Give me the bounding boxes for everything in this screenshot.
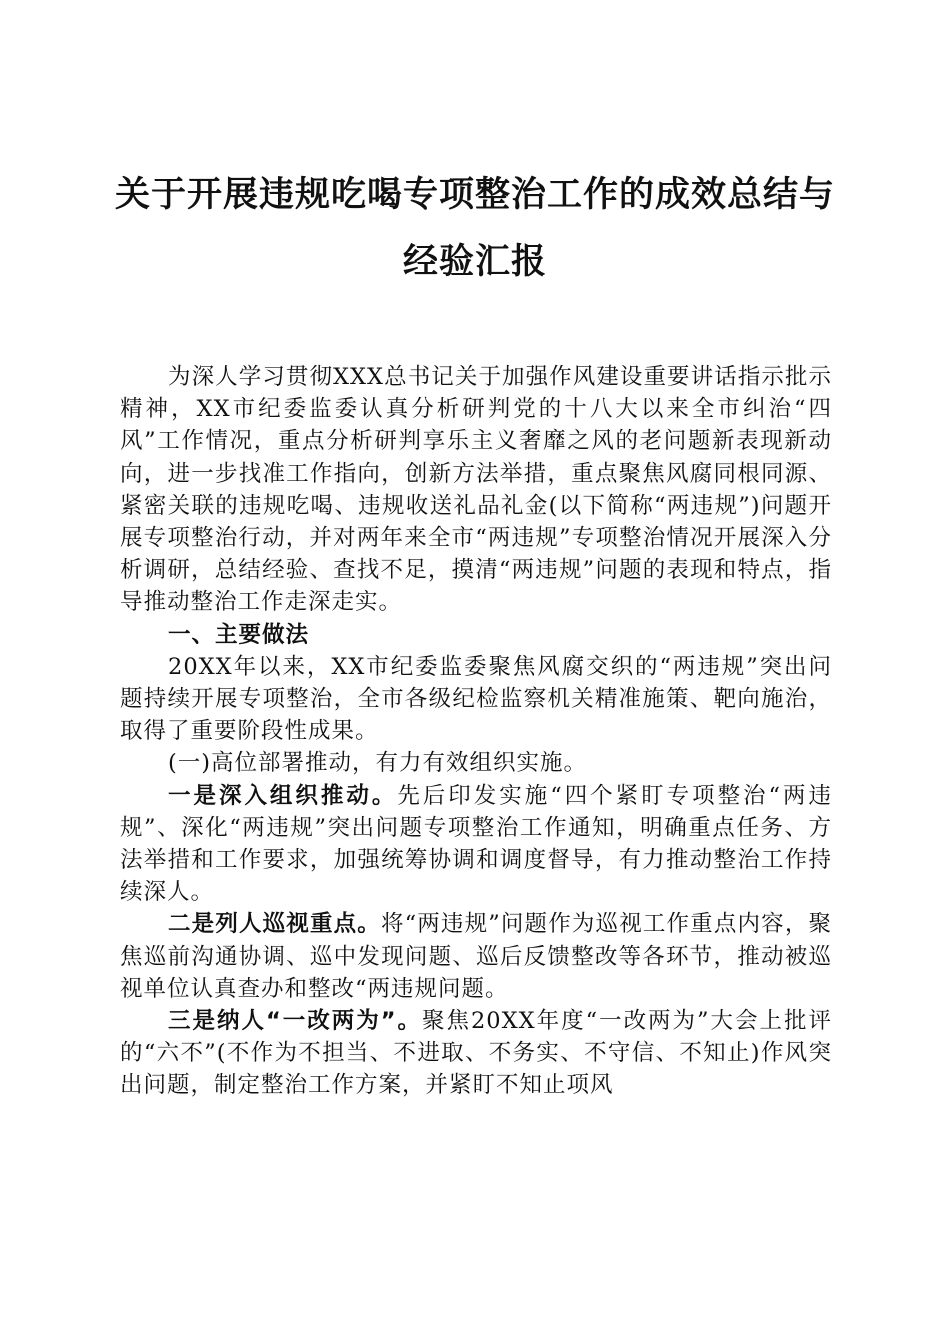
item-lead-2: 二是列人巡视重点。 [168,911,381,938]
item-text-1: 先后印发实施“四个紧盯专项整治“两违规”、深化“两违规”突出问题专项整治工作通知，明确重点任务、方法举措和工作要求，加强统筹协调和调度督导，有力推动整治工作持续深人。 [120,782,832,906]
item-paragraph-1 [120,780,832,909]
subsection-heading: (一)高位部署推动，有力有效组织实施。 [168,750,588,777]
section-paragraph: 20XX年以来，XX市纪委监委聚焦风腐交织的“两违规”突出问题持续开展专项整治，全市各级纪检监察机关精准施策、靶向施治，取得了重要阶段性成果。 [120,653,832,745]
item-lead-3: 三是纳人“一改两为”。 [168,1008,422,1035]
section-heading-main-practices: 一、主要做法 [168,621,310,648]
item-text-2: 将“两违规”问题作为巡视工作重点内容，聚焦巡前沟通协调、巡中发现问题、巡后反馈整改等各环节，推动被巡视单位认真查办和整改“两违规问题。 [120,911,832,1002]
item-text-3: 聚焦20XX年度“一改两为”大会上批评的“六不”(不作为不担当、不进取、不务实、不守信、不知止)作风突出问题，制定整治工作方案，并紧盯不知止项风 [120,1008,832,1099]
intro-paragraph: 为深人学习贯彻XXX总书记关于加强作风建设重要讲话指示批示精神，XX市纪委监委认真分析研判党的十八大以来全市纠治“四风”工作情况，重点分析研判享乐主义奢靡之风的老问题新表现新动向，进一步找准工作指向，创新方法举措，重点聚焦风腐同根同源、紧密关联的违规吃喝、违规收送礼品礼金(以下简称“两违规”)问题开展专项整治行动，并对两年来全市“两违规”专项整治情况开展深入分析调研，总结经验、查找不足，摸清“两违规”问题的表现和特点，指导推动整治工作走深走实。 [120,364,832,616]
document-title-line-1: 关于开展违规吃喝专项整治工作的成效总结与 [114,175,835,215]
item-paragraph-2 [120,908,832,1005]
document-body [120,361,832,1102]
item-paragraph-3 [120,1005,832,1102]
item-lead-1: 一是深入组织推动。 [168,782,398,809]
document-title-line-2: 经验汇报 [402,242,547,282]
